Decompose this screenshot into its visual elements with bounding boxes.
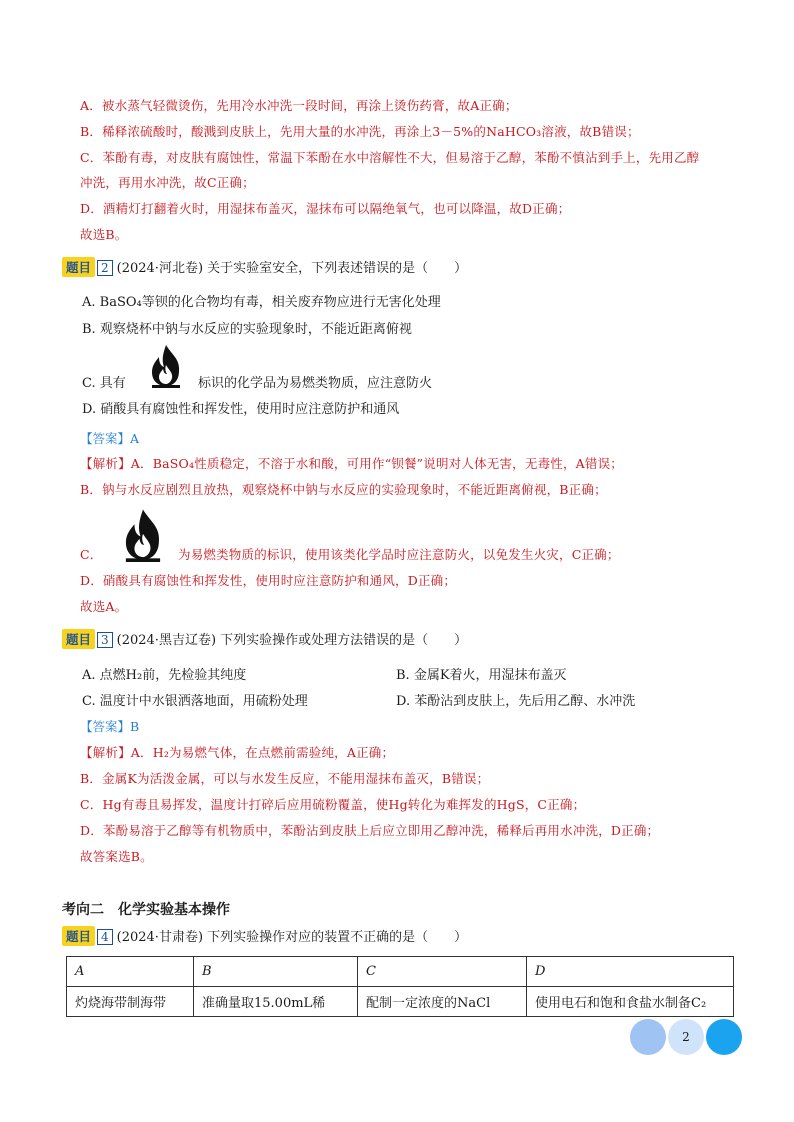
q3-explanation-a: 【解析】A．H₂为易燃气体，在点燃前需验纯，A正确； — [80, 745, 395, 760]
q2-explanation-c-post: 为易燃类物质的标识，使用该类化学品时应注意防火，以免发生火灾，C正确； — [178, 547, 620, 562]
table-header-cell: D — [527, 957, 734, 987]
page-decoration-circle — [630, 1019, 666, 1055]
table-header-cell: C — [358, 957, 527, 987]
q2-option-c-post: 标识的化学品为易燃类物质，应注意防火 — [198, 376, 433, 391]
q2-explanation-d: D．硝酸具有腐蚀性和挥发性，使用时应注意防护和通风，D正确； — [80, 573, 457, 588]
flammable-hazard-icon — [118, 507, 168, 562]
q1-explanation-b: B．稀释浓硫酸时，酸溅到皮肤上，先用大量的水冲洗，再涂上3－5%的NaHCO₃溶液，故B错误； — [80, 124, 640, 139]
question-number: 2 — [97, 260, 113, 276]
q4-table — [66, 956, 734, 1017]
table-cell: 灼烧海带制海带 — [67, 987, 194, 1017]
q3-header — [62, 629, 467, 649]
page-number-text: 2 — [682, 1030, 690, 1044]
section-title: 考向二 化学实验基本操作 — [62, 902, 230, 918]
q1-explanation-a — [80, 96, 518, 114]
question-tag: 题目 — [62, 257, 95, 277]
table-header-cell: B — [194, 957, 358, 987]
question-number: 3 — [97, 632, 113, 648]
q3-conclusion: 故答案选B。 — [80, 849, 153, 864]
q3-explanation-b: B．金属K为活泼金属，可以与水发生反应，不能用湿抹布盖灭，B错误； — [80, 771, 490, 786]
q2-option-b: B. 观察烧杯中钠与水反应的实验现象时，不能近距离俯视 — [82, 322, 412, 337]
question-number: 4 — [97, 929, 113, 945]
q1-explanation-c1: C．苯酚有毒，对皮肤有腐蚀性，常温下苯酚在水中溶解性不大，但易溶于乙醇，苯酚不慎沾到手上，先用乙醇 — [80, 150, 700, 165]
q2-conclusion: 故选A。 — [80, 599, 128, 614]
question-tag: 题目 — [62, 629, 95, 649]
page-decoration-circle — [706, 1019, 742, 1055]
q4-header — [62, 926, 467, 946]
flammable-hazard-icon — [146, 343, 186, 388]
q2-explanation-a: 【解析】A．BaSO₄性质稳定，不溶于水和酸，可用作“钡餐”说明对人体无害，无毒性，A错误； — [80, 456, 623, 471]
q2-explanation-c-pre: C． — [80, 547, 103, 562]
question-tag: 题目 — [62, 926, 95, 946]
q3-explanation-c: C．Hg有毒且易挥发，温度计打碎后应用硫粉覆盖，使Hg转化为难挥发的HgS，C正确； — [80, 797, 586, 812]
q1-explanation-a-text: A．被水蒸气轻微烫伤，先用冷水冲洗一段时间，再涂上烫伤药膏，故A正确； — [80, 98, 518, 113]
q3-option-d: D. 苯酚沾到皮肤上，先后用乙醇、水冲洗 — [396, 694, 636, 709]
q4-stem: (2024·甘肃卷) 下列实验操作对应的装置不正确的是（ ） — [116, 930, 468, 945]
q2-header — [62, 257, 467, 277]
q2-option-d: D. 硝酸具有腐蚀性和挥发性，使用时应注意防护和通风 — [82, 402, 400, 417]
q3-option-c: C. 温度计中水银洒落地面，用硫粉处理 — [82, 694, 308, 709]
q2-answer: 【答案】A — [80, 431, 140, 446]
table-cell: 准确量取15.00mL稀 — [194, 987, 358, 1017]
table-row — [67, 957, 734, 987]
q2-explanation-b: B．钠与水反应剧烈且放热，观察烧杯中钠与水反应的实验现象时，不能近距离俯视，B正确； — [80, 482, 607, 497]
q2-option-c-pre: C. 具有 — [82, 376, 126, 391]
q3-option-b: B. 金属K着火，用湿抹布盖灭 — [396, 668, 567, 683]
q3-option-a: A. 点燃H₂前，先检验其纯度 — [82, 668, 247, 683]
q1-conclusion: 故选B。 — [80, 227, 128, 242]
q1-explanation-d: D．酒精灯打翻着火时，用湿抹布盖灭，湿抹布可以隔绝氧气，也可以降温，故D正确； — [80, 201, 571, 216]
q3-explanation-d: D．苯酚易溶于乙醇等有机物质中，苯酚沾到皮肤上后应立即用乙醇冲洗，稀释后再用水冲洗，D正确； — [80, 823, 660, 838]
q3-answer: 【答案】B — [80, 719, 140, 734]
table-header-cell: A — [67, 957, 194, 987]
q2-option-a: A. BaSO₄等钡的化合物均有毒，相关废弃物应进行无害化处理 — [82, 295, 441, 310]
table-cell: 使用电石和饱和食盐水制备C₂ — [527, 987, 734, 1017]
q2-stem: (2024·河北卷) 关于实验室安全，下列表述错误的是（ ） — [116, 261, 468, 276]
q3-stem: (2024·黑吉辽卷) 下列实验操作或处理方法错误的是（ ） — [116, 633, 468, 648]
page-number — [668, 1019, 704, 1055]
q1-explanation-c2: 冲洗，再用水冲洗，故C正确； — [80, 175, 255, 190]
table-row — [67, 987, 734, 1017]
table-cell: 配制一定浓度的NaCl — [358, 987, 527, 1017]
